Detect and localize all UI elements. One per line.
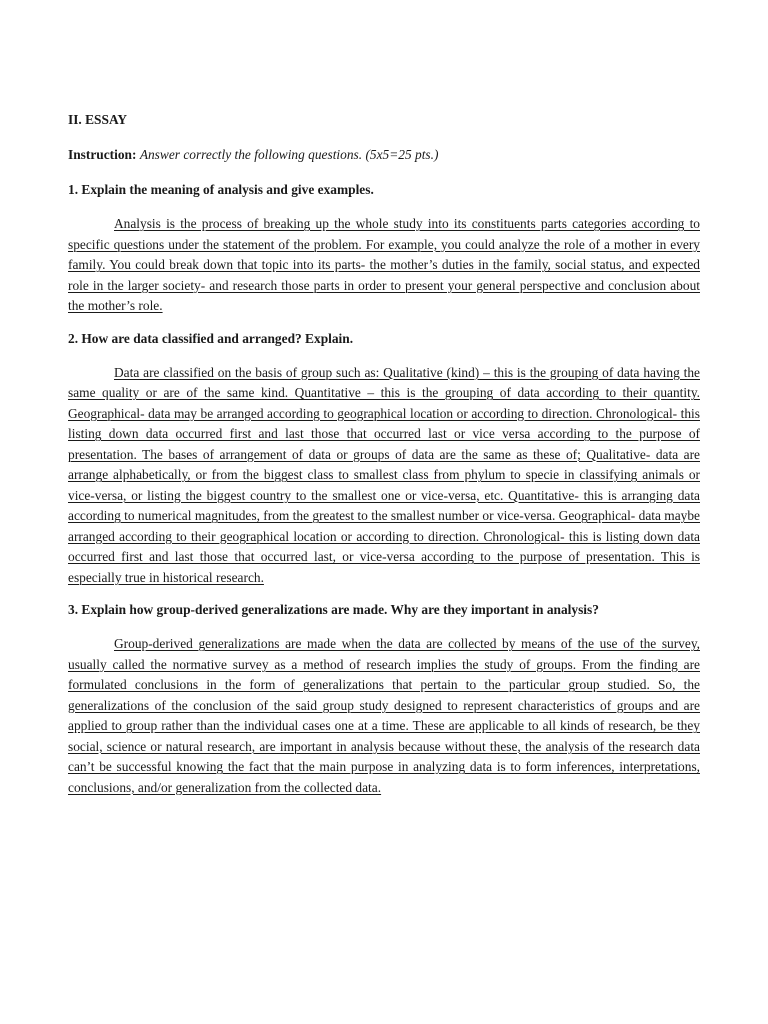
question-block-3 [68, 600, 700, 798]
question-2: 2. How are data classified and arranged? Explain. [68, 330, 354, 346]
answer-2: Data are classified on the basis of group such as: Qualitative (kind) – this is the grouping of data having the same quality or are of the same kind. Quantitative – this is the grouping of data according to their quantity. Geographical- data may be arranged according to geographical location or according to direction. Chronological- this listing down data occurred first and last those that occurred last or vice versa according to the purpose of presentation. The bases of arrangement of data or groups of data are the same as these of; Qualitative- data are arrange alphabetically, or from the biggest class to smallest class from phylum to specie in classifying animals or vice-versa, or listing the biggest country to the smallest one or vice-versa, etc. Quantitative- this is arranging data according to numerical magnitudes, from the greatest to the smallest number or vice-versa. Geographical- data maybe arranged according to their geographical location or according to direction. Chronological- this is listing down data occurred first and last those that occurred last, or vice-versa according to the purpose of presentation. This is especially true in historical research. [68, 364, 700, 585]
question-block-1 [68, 180, 700, 317]
instruction [68, 145, 700, 165]
question-3: 3. Explain how group-derived generalizations are made. Why are they important in analysis? [68, 602, 599, 617]
instruction-label: Instruction: [68, 147, 137, 162]
section-title: II. ESSAY [68, 112, 128, 127]
answer-3: Group-derived generalizations are made when the data are collected by means of the use of the survey, usually called the normative survey as a method of research implies the study of groups. From the finding are formulated conclusions in the form of generalizations that pertain to the particular group studied. So, the generalizations of the conclusion of the said group study designed to represent characteristics of groups and are applied to group rather than the individual cases one at a time. These are applicable to all kinds of research, be they social, science or natural research, are important in analysis because without these, the analysis of the research data can’t be successful knowing the fact that the main purpose in analyzing data is to form inferences, interpretations, conclusions, and/or generalization from the collected data. [68, 636, 700, 795]
document-page [68, 110, 700, 810]
question-block-2 [68, 329, 700, 589]
answer-1: Analysis is the process of breaking up the whole study into its constituents parts categories according to specific questions under the statement of the problem. For example, you could analyze the role of a mother in every family. You could break down that topic into its parts- the mother’s duties in the family, social status, and expected role in the larger society- and research those parts in order to present your general perspective and conclusion about the mother’s role. [68, 216, 700, 313]
instruction-text: Answer correctly the following questions. (5x5=25 pts.) [139, 147, 439, 162]
question-1: 1. Explain the meaning of analysis and give examples. [68, 182, 374, 197]
